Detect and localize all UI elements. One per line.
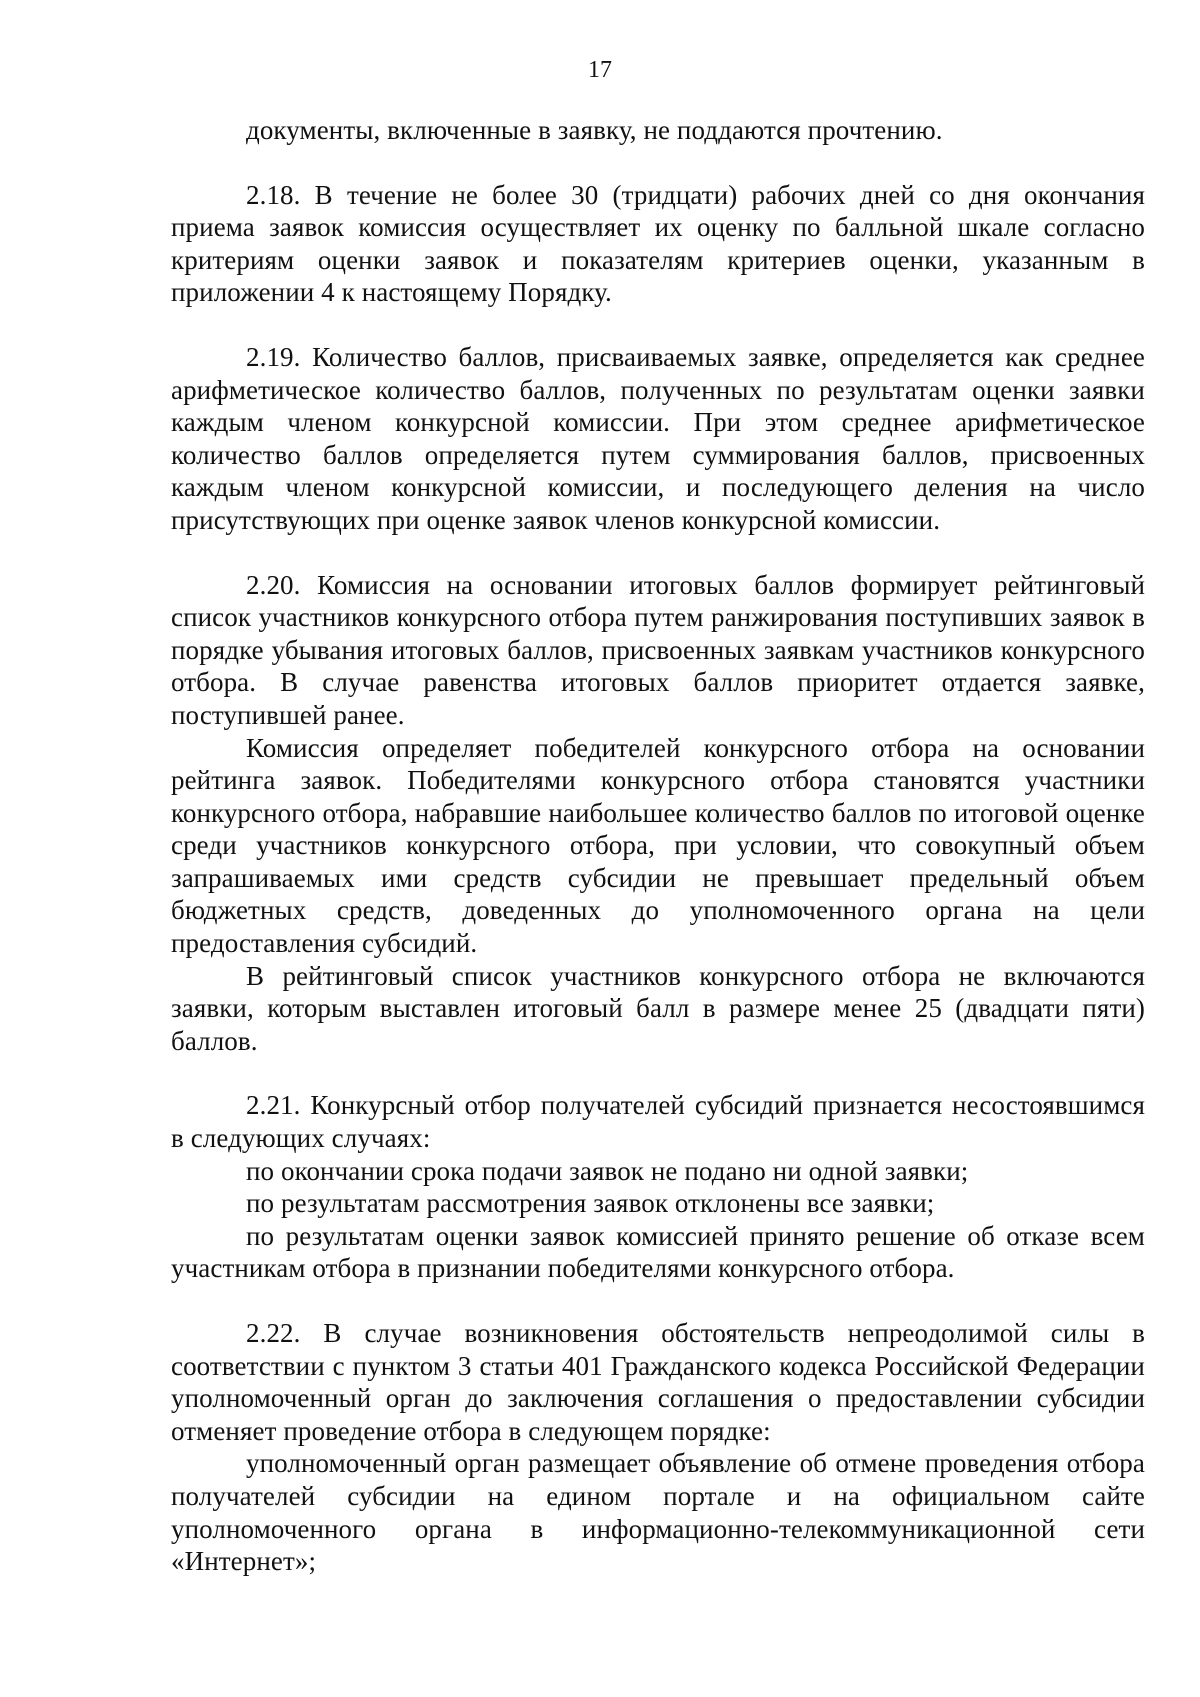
paragraph-2-18: 2.18. В течение не более 30 (тридцати) рабочих дней со дня окончания приема заявок комиссия осуществляет их оценку по балльной шкале согласно критериям оценки заявок и показателям критериев оценки, указанным в приложении 4 к настоящему Порядку. (171, 179, 1145, 308)
paragraph-2-20: 2.20. Комиссия на основании итоговых баллов формирует рейтинговый список участников конкурсного отбора путем ранжирования поступивших заявок в порядке убывания итоговых баллов, присвоенных заявкам участников конкурсного отбора. В случае равенства итоговых баллов приоритет отдается заявке, поступившей ранее. (171, 569, 1145, 730)
paragraph-continuation: документы, включенные в заявку, не поддаются прочтению. (246, 115, 943, 145)
list-item-no-applications: по окончании срока подачи заявок не подано ни одной заявки; (246, 1155, 969, 1186)
page-number: 17 (588, 57, 612, 83)
document-body (171, 114, 1145, 1578)
paragraph-2-22: 2.22. В случае возникновения обстоятельств непреодолимой силы в соответствии с пунктом 3 статьи 401 Гражданского кодекса Российской Федерации уполномоченный орган до заключения соглашения о предоставлении субсидии отменяет проведение отбора в следующем порядке: (171, 1318, 1145, 1446)
paragraph-2-21: 2.21. Конкурсный отбор получателей субсидий признается несостоявшимся в следующих случаях: (171, 1090, 1145, 1154)
paragraph-rating-exclusion: В рейтинговый список участников конкурсного отбора не включаются заявки, которым выставлен итоговый балл в размере менее 25 (двадцати пяти) баллов. (171, 960, 1145, 1056)
paragraph-cancellation-announcement: уполномоченный орган размещает объявление об отмене проведения отбора получателей субсидии на едином портале и на официальном сайте уполномоченного органа в информационно-телекоммуникационной сети «Интернет»; (171, 1448, 1145, 1577)
list-item-refusal-decision: по результатам оценки заявок комиссией принято решение об отказе всем участникам отбора в признании победителями конкурсного отбора. (171, 1220, 1145, 1284)
list-item-all-rejected: по результатам рассмотрения заявок отклонены все заявки; (246, 1188, 935, 1219)
paragraph-commission-winners: Комиссия определяет победителей конкурсного отбора на основании рейтинга заявок. Победителями конкурсного отбора становятся участники конкурсного отбора, набравшие наибольшее количество баллов по итоговой оценке среди участников конкурсного отбора, при условии, что совокупный объем запрашиваемых ими средств субсидии не превышает предельный объем бюджетных средств, доведенных до уполномоченного органа на цели предоставления субсидий. (171, 732, 1145, 959)
paragraph-2-19: 2.19. Количество баллов, присваиваемых заявке, определяется как среднее арифметическое количество баллов, полученных по результатам оценки заявки каждым членом конкурсной комиссии. При этом среднее арифметическое количество баллов определяется путем суммирования баллов, присвоенных каждым членом конкурсной комиссии, и последующего деления на число присутствующих при оценке заявок членов конкурсной комиссии. (171, 341, 1145, 535)
